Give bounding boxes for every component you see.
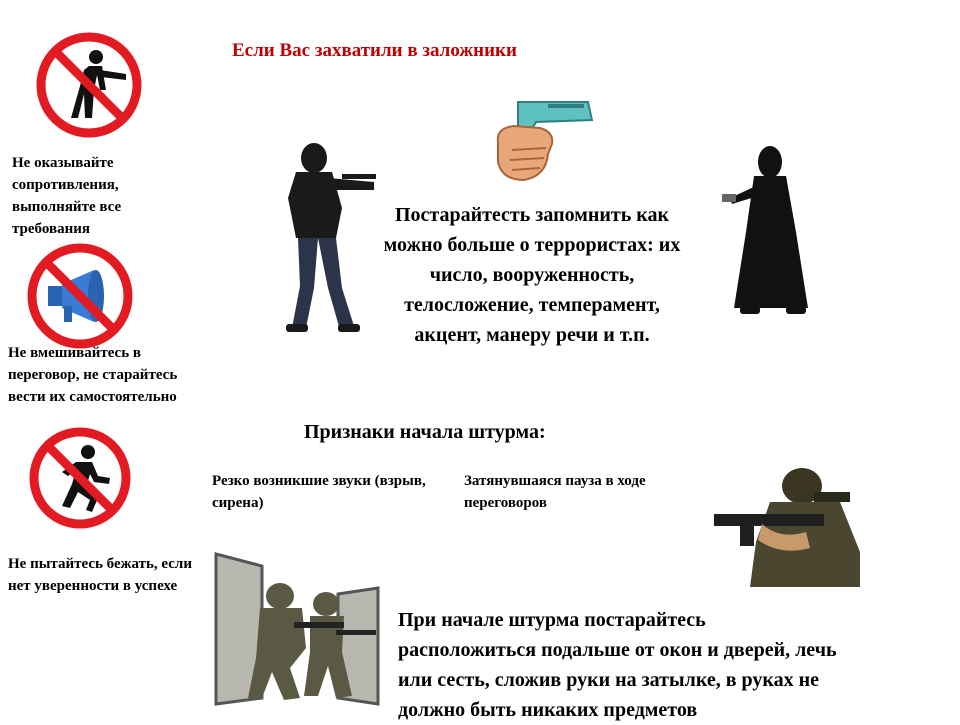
remember-instructions: Постарайтесть запомнить как можно больше о террористах: их число, вооруженность, телосложение, темперамент, акцент, манеру речи и т.п. [383, 204, 681, 346]
armed-terrorist-icon [262, 138, 382, 338]
rule-text: Не пытайтесь бежать, если нет уверенности в успехе [8, 556, 192, 594]
page-title: Если Вас захватили в заложники [232, 40, 517, 61]
no-running-sign-icon [26, 424, 134, 532]
soldier-rifle-icon [710, 462, 870, 587]
pistol-hand-icon [488, 92, 598, 187]
assault-sign-pause: Затянувшаяся пауза в ходе переговоров [464, 473, 646, 511]
rule-text: Не оказывайте сопротивления, выполняйте все требования [12, 155, 122, 237]
no-resistance-sign-icon [34, 30, 144, 140]
no-megaphone-sign-icon [24, 240, 136, 352]
assault-advice: При начале штурма постарайтесь расположиться подальше от окон и дверей, лечь или сесть, сложив руки на затылке, в руках не должно быть никаких предметов [398, 609, 837, 721]
rule-text: Не вмешивайтесь в переговор, не старайтесь вести их самостоятельно [8, 345, 178, 405]
assault-sign-sounds: Резко возникшие звуки (взрыв, сирена) [212, 473, 426, 511]
special-forces-shields-icon [210, 548, 385, 708]
robed-terrorist-icon [712, 142, 824, 322]
assault-signs-heading: Признаки начала штурма: [304, 421, 546, 443]
